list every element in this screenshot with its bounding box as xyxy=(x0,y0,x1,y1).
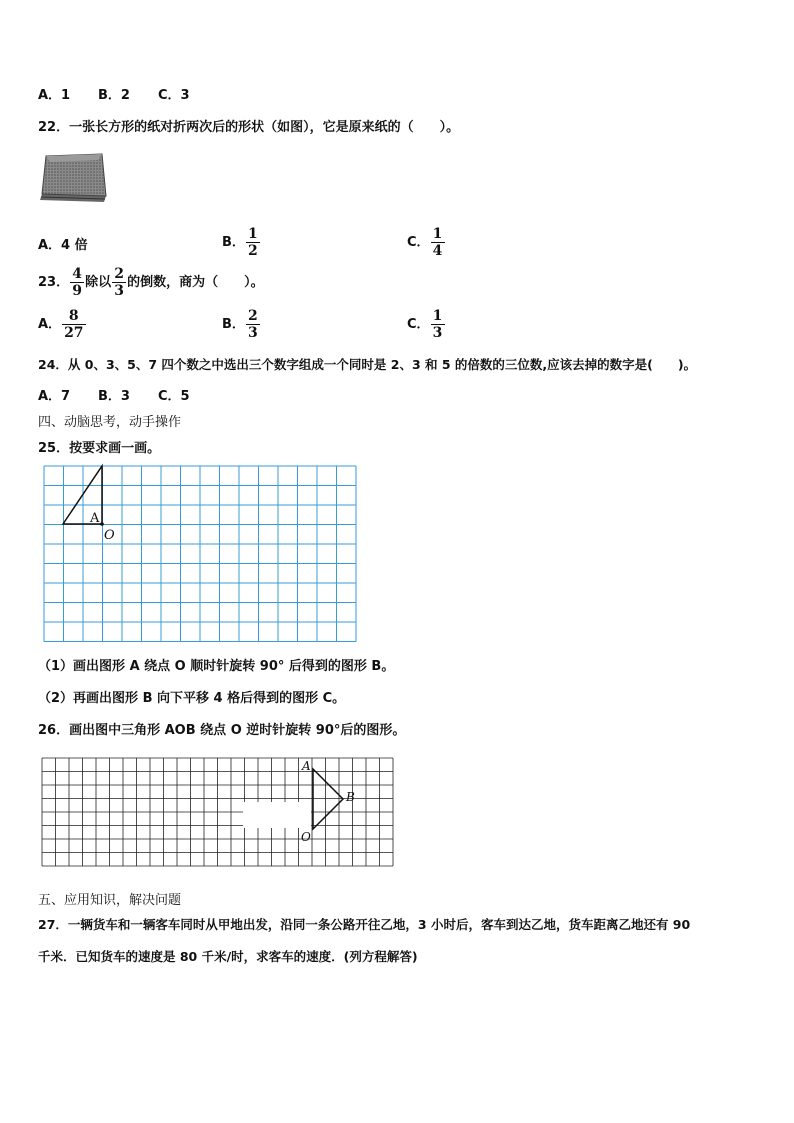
q25-grid[interactable] xyxy=(40,462,362,644)
q22-option-a[interactable]: A．4 倍 xyxy=(38,238,88,253)
fraction-numerator: 1 xyxy=(432,226,443,242)
q22-stem: 22．一张长方形的纸对折两次后的形状（如图），它是原来纸的（ ）。 xyxy=(38,120,460,135)
q22-option-c[interactable] xyxy=(407,226,446,259)
q25-sub1: （1）画出图形 A 绕点 O 顺时针旋转 90° 后得到的图形 B。 xyxy=(38,659,395,674)
fraction-numerator: 2 xyxy=(248,308,258,324)
point-o xyxy=(100,522,104,526)
fraction-numerator: 4 xyxy=(72,266,82,282)
fraction-numerator: 2 xyxy=(114,266,124,282)
q23-tail-text: 的倒数，商为（ ）。 xyxy=(127,275,264,290)
label-a: A xyxy=(90,511,100,526)
q26-grid[interactable] xyxy=(40,755,404,875)
q23-option-b-prefix: B． xyxy=(222,317,245,332)
label-o: O xyxy=(104,528,115,543)
label-o: O xyxy=(301,830,311,844)
q23-option-a-prefix: A． xyxy=(38,317,62,332)
q23-option-c-fraction xyxy=(432,308,444,341)
folded-paper-image xyxy=(36,150,108,206)
q26-stem: 26．画出图中三角形 AOB 绕点 O 逆时针旋转 90°后的图形。 xyxy=(38,723,406,738)
q22-option-c-fraction xyxy=(432,226,444,259)
q22-option-b-prefix: B． xyxy=(222,235,245,250)
q23-option-c[interactable] xyxy=(407,308,446,341)
q23-stem xyxy=(38,266,264,299)
fraction-denominator: 3 xyxy=(432,325,443,341)
label-a: A xyxy=(302,759,311,773)
q23-option-a[interactable] xyxy=(38,308,87,341)
q25-stem: 25．按要求画一画。 xyxy=(38,441,161,456)
q22-option-b-fraction xyxy=(247,226,259,259)
label-b: B xyxy=(346,790,355,804)
fraction-denominator: 3 xyxy=(114,283,124,299)
q23-option-a-fraction xyxy=(63,308,84,341)
q23-option-b[interactable] xyxy=(222,308,261,341)
fraction-numerator: 1 xyxy=(432,308,443,324)
q21-option-b[interactable]: B．2 xyxy=(98,88,130,103)
fraction-denominator: 9 xyxy=(72,283,82,299)
q24-option-c[interactable]: C．5 xyxy=(158,389,190,404)
fraction-denominator: 2 xyxy=(248,243,258,259)
q24-stem: 24．从 0、3、5、7 四个数之中选出三个数字组成一个同时是 2、3 和 5 的倍数的三位数,应该去掉的数字是( )。 xyxy=(38,357,697,372)
q25-sub2: （2）再画出图形 B 向下平移 4 格后得到的图形 C。 xyxy=(38,691,346,706)
q23-option-b-fraction xyxy=(247,308,259,341)
q24-option-a[interactable]: A．7 xyxy=(38,389,71,404)
q27-line2: 千米．已知货车的速度是 80 千米/时，求客车的速度．(列方程解答) xyxy=(38,949,418,964)
fraction-denominator: 27 xyxy=(64,325,84,341)
q22-option-b[interactable] xyxy=(222,226,261,259)
fraction-denominator: 4 xyxy=(432,243,443,259)
fraction-denominator: 3 xyxy=(248,325,258,341)
q23-option-c-prefix: C． xyxy=(407,317,430,332)
fraction-numerator: 8 xyxy=(68,308,79,324)
q23-divide-text: 除以 xyxy=(85,275,112,290)
q21-option-a[interactable]: A．1 xyxy=(38,88,71,103)
section-4-heading: 四、动脑思考，动手操作 xyxy=(38,415,182,430)
q22-option-c-prefix: C． xyxy=(407,235,430,250)
q23-fraction-dividend xyxy=(71,266,83,299)
section-5-heading: 五、应用知识，解决问题 xyxy=(38,893,182,908)
q23-number: 23． xyxy=(38,275,70,290)
q23-fraction-divisor xyxy=(113,266,125,299)
q21-option-c[interactable]: C．3 xyxy=(158,88,190,103)
q27-line1: 27．一辆货车和一辆客车同时从甲地出发，沿同一条公路开往乙地，3 小时后，客车到达乙地，货车距离乙地还有 90 xyxy=(38,917,691,932)
q24-option-b[interactable]: B．3 xyxy=(98,389,130,404)
triangle-aob xyxy=(313,769,343,829)
fraction-numerator: 1 xyxy=(248,226,258,242)
